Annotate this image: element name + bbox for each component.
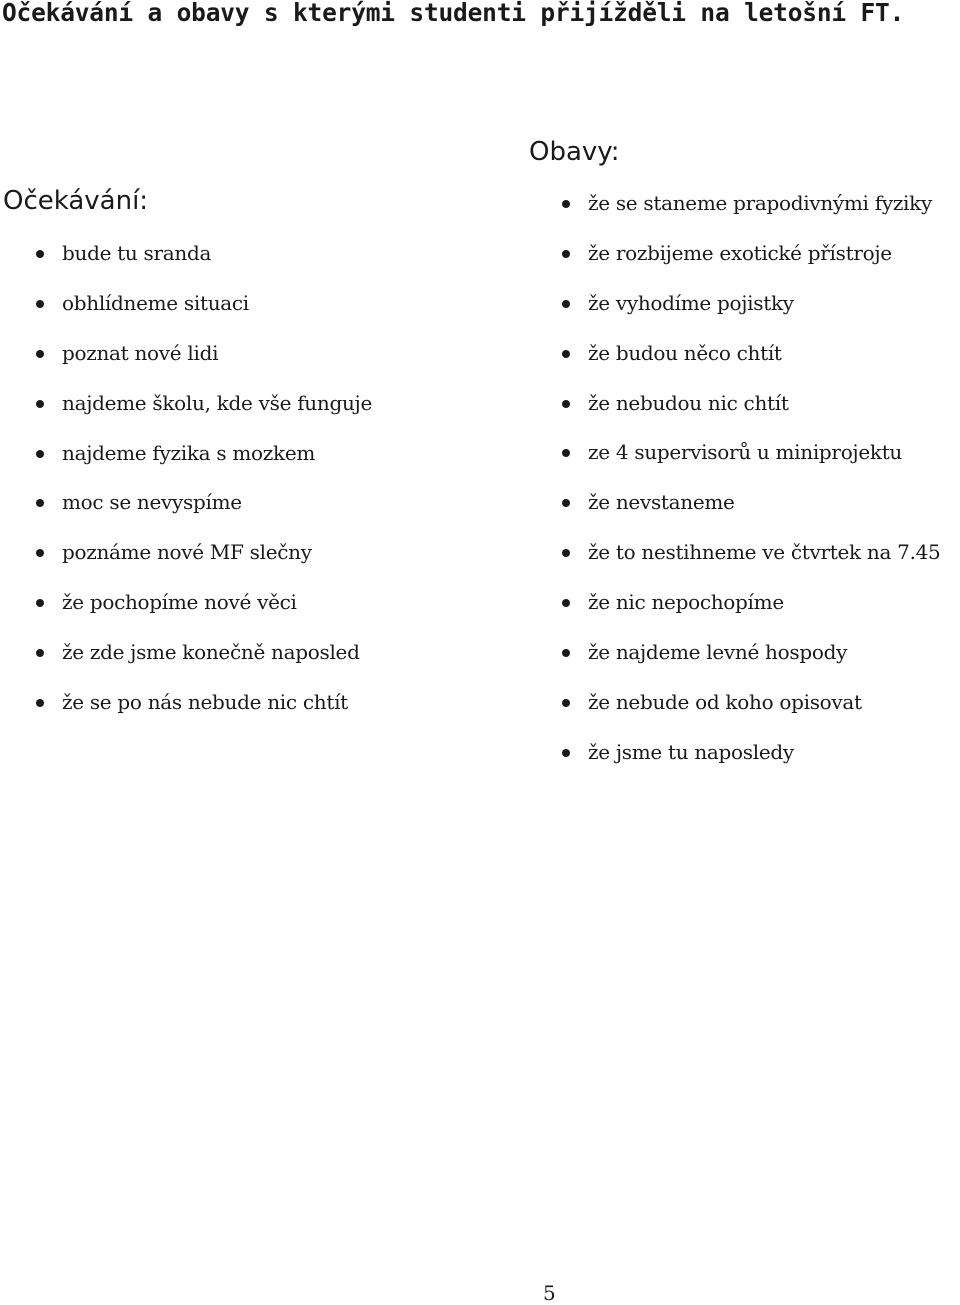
bullet-icon [36,649,44,657]
list-item-text: že nebude od koho opisovat [588,689,862,714]
expectations-heading: Očekávání: [3,186,149,216]
list-item-text: že pochopíme nové věci [62,590,297,615]
bullet-icon [36,250,44,258]
bullet-icon [562,699,570,707]
list-item-text: že zde jsme konečně naposled [62,640,360,665]
bullet-icon [36,300,44,308]
list-item-text: že najdeme levné hospody [588,640,848,665]
bullet-icon [562,300,570,308]
list-item-text: najdeme školu, kde vše funguje [62,390,372,415]
list-item-text: že nic nepochopíme [588,590,784,615]
list-item-text: najdeme fyzika s mozkem [62,440,316,465]
bullet-icon [36,400,44,408]
bullet-icon [36,549,44,557]
list-item-text: bude tu sranda [62,241,212,265]
bullet-icon [36,499,44,507]
list-item-text: že vyhodíme pojistky [588,290,794,315]
list-item-text: že nevstaneme [588,490,735,515]
list-item-text: že rozbijeme exotické přístroje [588,240,892,265]
list-item-text: obhlídneme situaci [62,290,249,315]
list-item-text: poznáme nové MF slečny [62,540,312,565]
list-item-text: poznat nové lidi [62,340,219,365]
bullet-icon [36,450,44,458]
bullet-icon [562,749,570,757]
list-item-text: že se po nás nebude nic chtít [62,690,348,715]
list-item-text: že budou něco chtít [588,340,782,365]
bullet-icon [36,599,44,607]
list-item-text: že jsme tu naposledy [588,739,794,764]
bullet-icon [562,649,570,657]
list-item-text: že nebudou nic chtít [588,390,789,415]
list-item-text: že se staneme prapodivnými fyziky [588,191,932,215]
page-title: Očekávání a obavy s kterými studenti přijížděli na letošní FT. [2,0,905,27]
list-item-text: moc se nevyspíme [62,490,242,515]
list-item-text: ze 4 supervisorů u miniprojektu [588,440,903,465]
bullet-icon [562,200,570,208]
bullet-icon [562,400,570,408]
bullet-icon [562,250,570,258]
bullet-icon [562,499,570,507]
concerns-heading: Obavy: [529,137,620,167]
bullet-icon [562,599,570,607]
bullet-icon [36,699,44,707]
bullet-icon [36,350,44,358]
page-number: 5 [543,1281,556,1305]
bullet-icon [562,350,570,358]
bullet-icon [562,449,570,457]
bullet-icon [562,549,570,557]
list-item-text: že to nestihneme ve čtvrtek na 7.45 [588,540,941,565]
